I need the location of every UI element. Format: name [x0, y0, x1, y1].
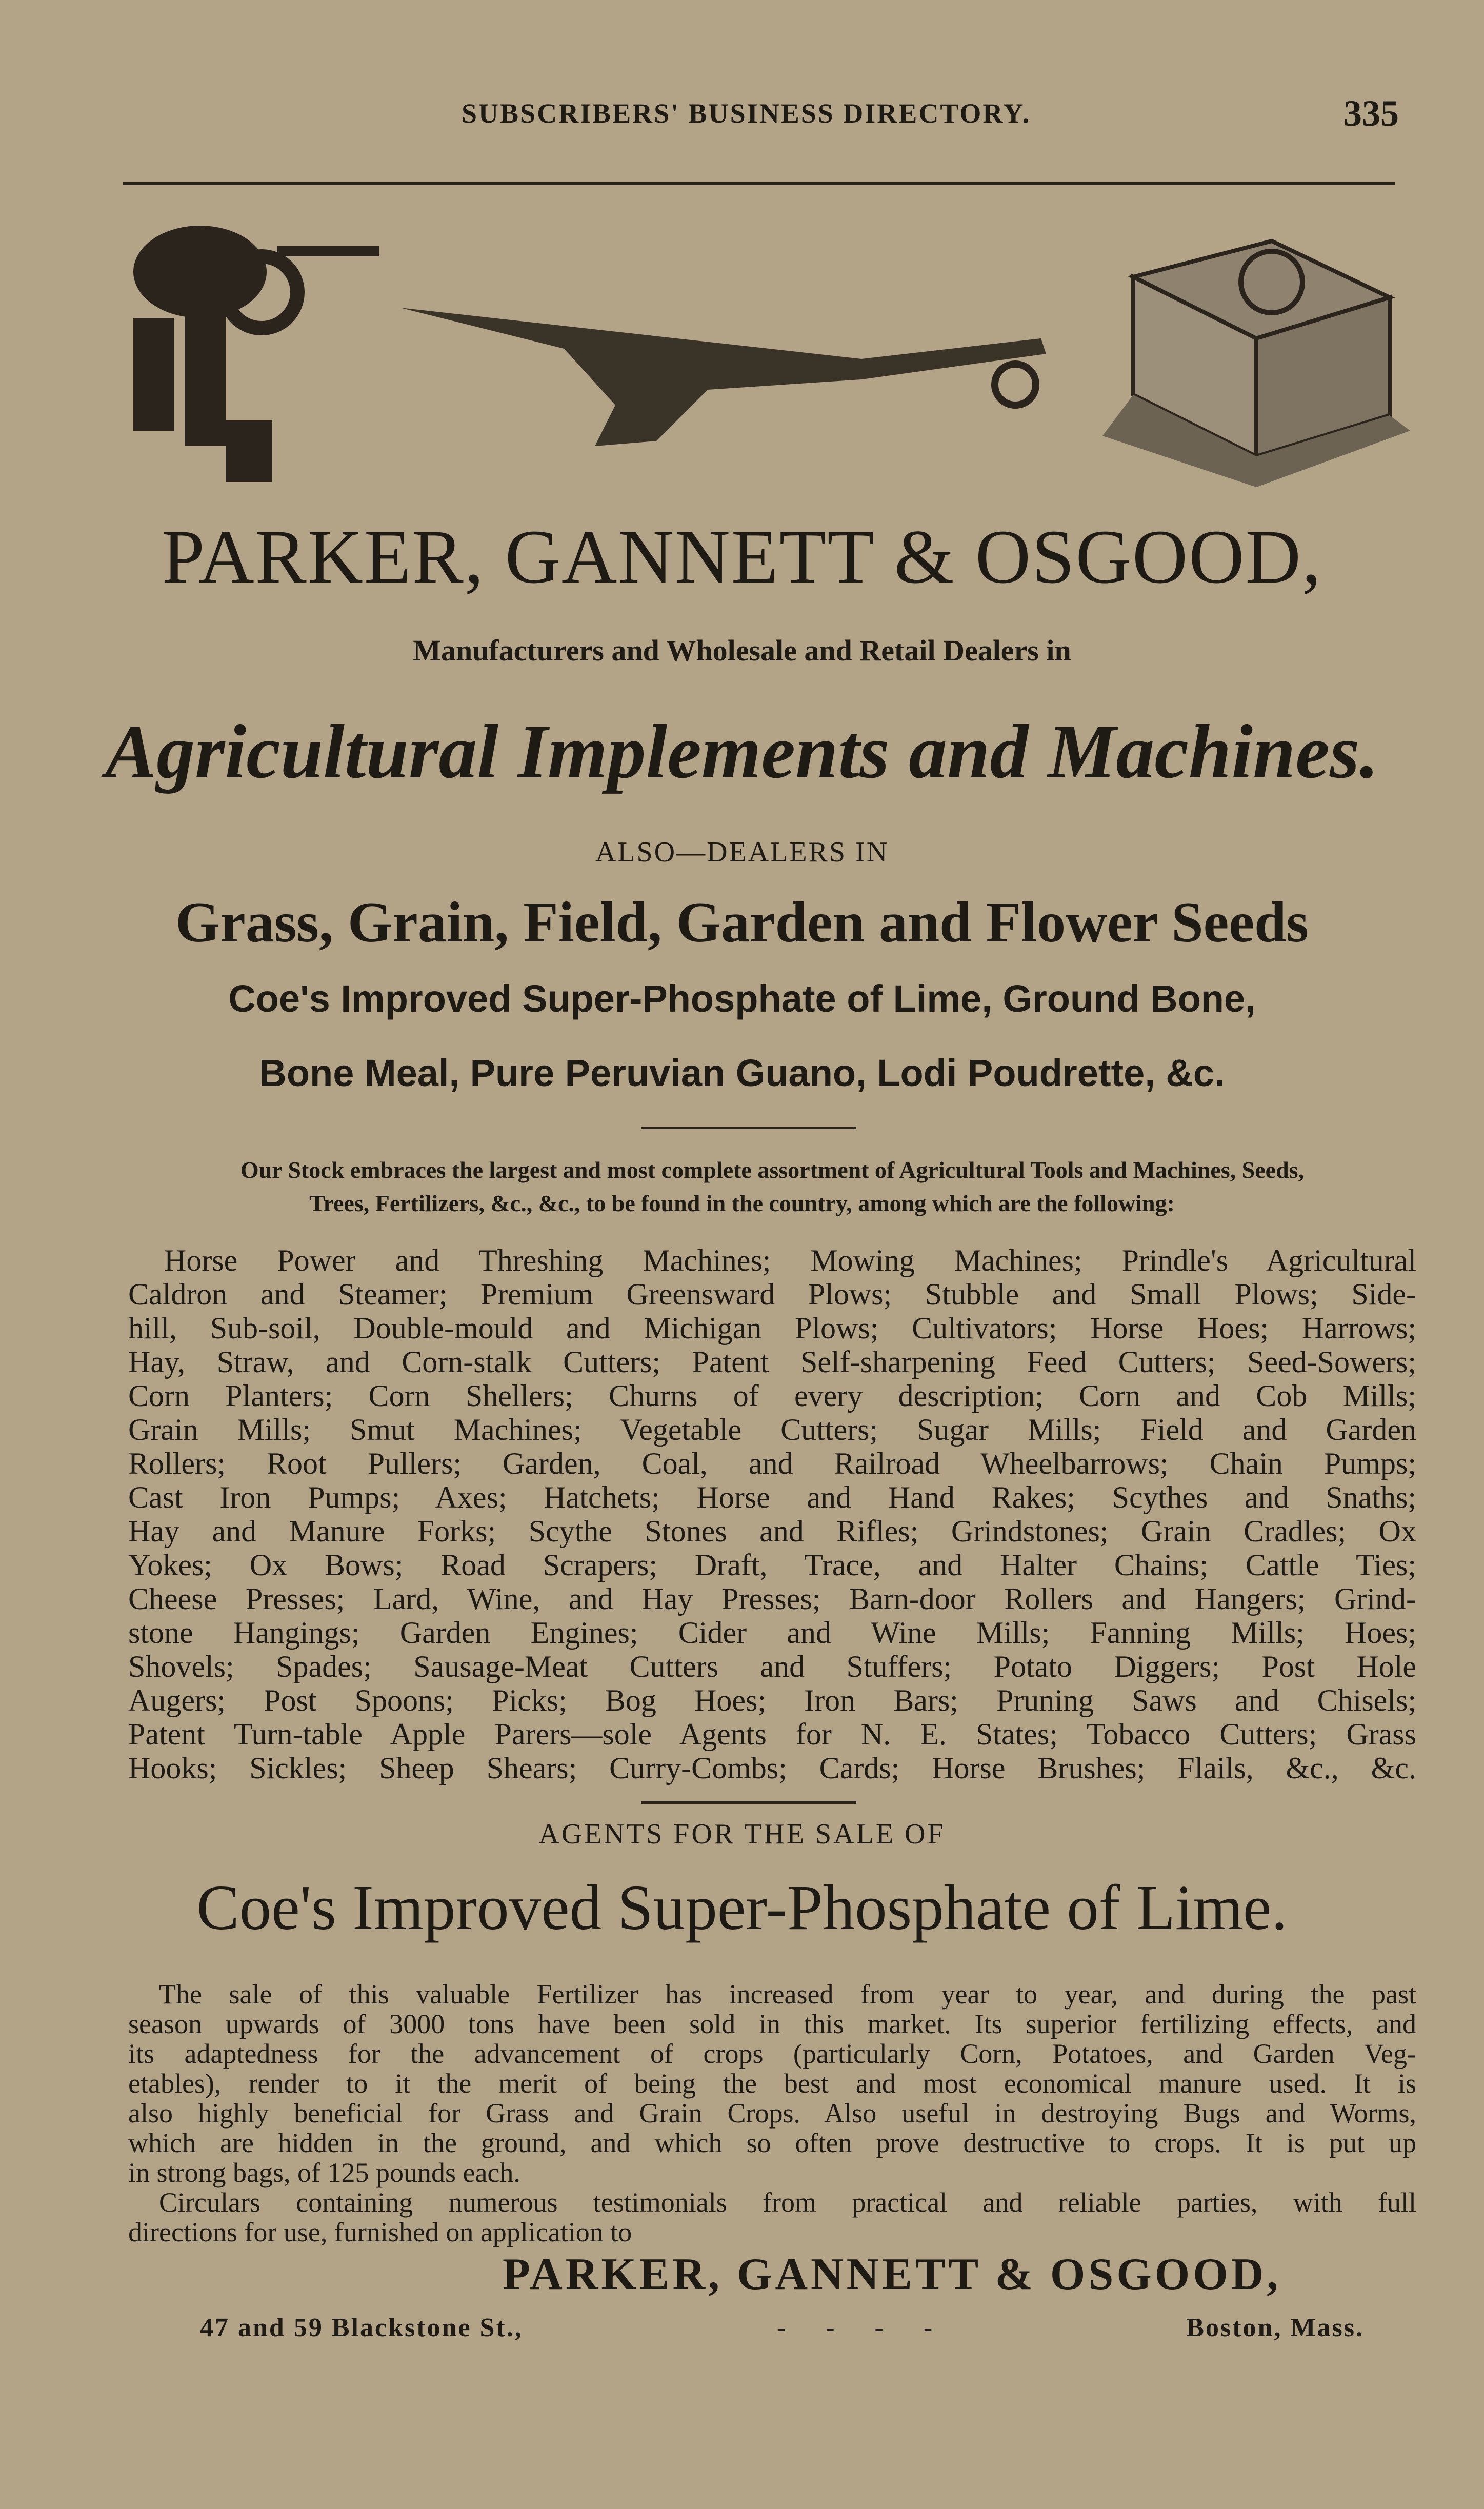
para-line: directions for use, furnished on application to: [128, 2217, 632, 2247]
list-line: Hay, Straw, and Corn-stalk Cutters; Patent Self-sharpening Feed Cutters; Seed-Sowers;: [128, 1345, 1416, 1379]
product-heading: Coe's Improved Super-Phosphate of Lime.: [196, 1873, 1288, 1943]
list-line: Shovels; Spades; Sausage-Meat Cutters and Stuffers; Potato Diggers; Post Hole: [128, 1650, 1416, 1683]
list-line: Hooks; Sickles; Sheep Shears; Curry-Combs; Cards; Horse Brushes; Flails, &c., &c.: [128, 1751, 1416, 1785]
list-line: stone Hangings; Garden Engines; Cider and Wine Mills; Fanning Mills; Hoes;: [128, 1616, 1416, 1650]
product-description: [0, 1979, 1416, 2247]
page-header: SUBSCRIBERS' BUSINESS DIRECTORY.: [462, 98, 1031, 129]
list-line: Augers; Post Spoons; Picks; Bog Hoes; Iron Bars; Pruning Saws and Chisels;: [128, 1683, 1416, 1717]
ornament-divider: [641, 1127, 856, 1129]
list-line: hill, Sub-soil, Double-mould and Michigan Plows; Cultivators; Horse Hoes; Harrows;: [128, 1311, 1416, 1345]
address-dashes: - - - -: [776, 2313, 933, 2342]
seeds-line: Grass, Grain, Field, Garden and Flower Seeds: [175, 891, 1309, 954]
para-line: The sale of this valuable Fertilizer has increased from year to year, and during the past: [159, 1979, 1416, 2010]
para-line: also highly beneficial for Grass and Grain Crops. Also useful in destroying Bugs and Worms,: [128, 2098, 1416, 2129]
stock-intro-2: Trees, Fertilizers, &c., &c., to be found in the country, among which are the following:: [309, 1190, 1175, 1216]
header-rule: [123, 182, 1395, 185]
stock-intro-1: Our Stock embraces the largest and most complete assortment of Agricultural Tools and Machines, Seeds,: [240, 1157, 1305, 1183]
para-line: season upwards of 3000 tons have been sold in this market. Its superior fertilizing effects, and: [128, 2009, 1416, 2039]
list-line: Caldron and Steamer; Premium Greensward Plows; Stubble and Small Plows; Side-: [128, 1277, 1416, 1311]
list-line: Patent Turn-table Apple Parers—sole Agents for N. E. States; Tobacco Cutters; Grass: [128, 1717, 1416, 1751]
list-line: Rollers; Root Pullers; Garden, Coal, and Railroad Wheelbarrows; Chain Pumps;: [128, 1447, 1416, 1480]
para-line: its adaptedness for the advancement of crops (particularly Corn, Potatoes, and Garden Veg-: [128, 2038, 1416, 2069]
list-line: Corn Planters; Corn Shellers; Churns of every description; Corn and Cob Mills;: [128, 1379, 1416, 1413]
list-line: Horse Power and Threshing Machines; Mowing Machines; Prindle's Agricultural: [164, 1243, 1416, 1277]
address: 47 and 59 Blackstone St.,: [200, 2313, 523, 2342]
list-line: Cheese Presses; Lard, Wine, and Hay Presses; Barn-door Rollers and Hangers; Grind-: [128, 1582, 1416, 1616]
city: Boston, Mass.: [1186, 2313, 1364, 2342]
heading-blackletter: Agricultural Implements and Machines.: [105, 709, 1379, 794]
address-line: [200, 2313, 1364, 2343]
list-line: Grain Mills; Smut Machines; Vegetable Cutters; Sugar Mills; Field and Garden: [128, 1413, 1416, 1447]
apple-parer-illustration: [123, 215, 379, 492]
feed-cutter-illustration: [1102, 210, 1410, 497]
fertilizer-line-2: Bone Meal, Pure Peruvian Guano, Lodi Poudrette, &c.: [259, 1052, 1225, 1094]
page-number: 335: [1343, 93, 1399, 134]
para-line: which are hidden in the ground, and which so often prove destructive to crops. It is put up: [128, 2127, 1416, 2158]
para-line: Circulars containing numerous testimonials from practical and reliable parties, with full: [159, 2187, 1416, 2218]
signature-firm: PARKER, GANNETT & OSGOOD,: [503, 2250, 1281, 2299]
subtitle: Manufacturers and Wholesale and Retail Dealers in: [413, 634, 1071, 667]
agents-heading: AGENTS FOR THE SALE OF: [538, 1818, 946, 1850]
list-line: Hay and Manure Forks; Scythe Stones and Rifles; Grindstones; Grain Cradles; Ox: [128, 1514, 1416, 1548]
firm-name: PARKER, GANNETT & OSGOOD,: [162, 514, 1322, 599]
section-rule: [641, 1801, 856, 1804]
list-line: Yokes; Ox Bows; Road Scrapers; Draft, Trace, and Halter Chains; Cattle Ties;: [128, 1548, 1416, 1582]
para-line: etables), render to it the merit of being the best and most economical manure used. It is: [128, 2068, 1416, 2099]
list-line: Cast Iron Pumps; Axes; Hatchets; Horse and Hand Rakes; Scythes and Snaths;: [128, 1480, 1416, 1514]
fertilizer-line-1: Coe's Improved Super-Phosphate of Lime, Ground Bone,: [228, 977, 1256, 1020]
implements-list: [0, 1243, 1416, 1785]
plow-illustration: [400, 277, 1092, 451]
para-line: in strong bags, of 125 pounds each.: [128, 2157, 520, 2188]
also-dealers: ALSO—DEALERS IN: [595, 836, 889, 868]
